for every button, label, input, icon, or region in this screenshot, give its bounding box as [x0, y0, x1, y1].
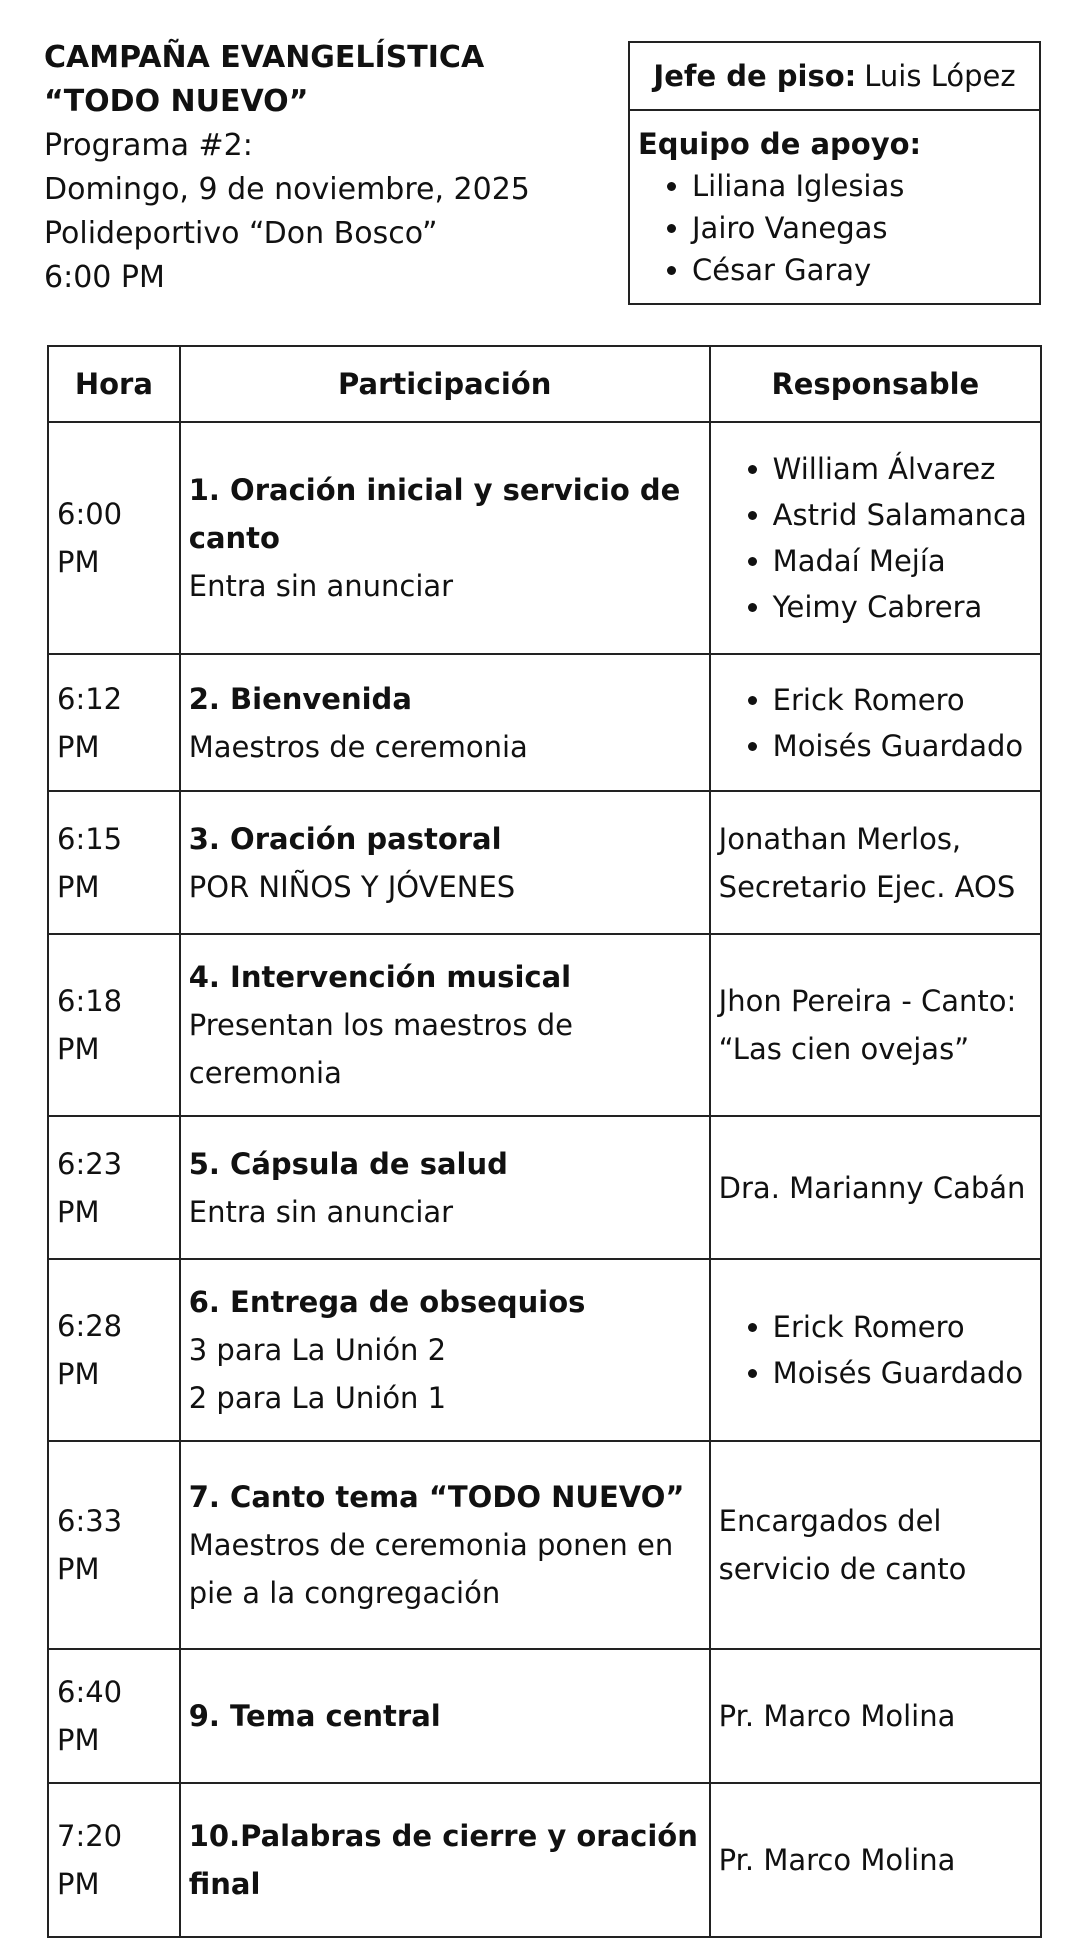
row-activity — [180, 1783, 710, 1937]
floor-manager — [630, 43, 1039, 111]
row-time: 6:23 PM — [48, 1116, 180, 1259]
activity-title: 5. Cápsula de salud — [188, 1146, 508, 1181]
responsible-person: • Moisés Guardado — [773, 723, 1032, 769]
table-row — [48, 791, 1041, 934]
program-header — [44, 36, 604, 300]
row-time: 6:15 PM — [48, 791, 180, 934]
row-activity — [180, 1649, 710, 1783]
row-activity — [180, 1259, 710, 1441]
row-activity — [180, 1116, 710, 1259]
row-responsible — [710, 422, 1041, 654]
activity-title: 3. Oración pastoral — [188, 821, 502, 856]
activity-detail: POR NIÑOS Y JÓVENES — [188, 869, 516, 904]
table-row — [48, 1259, 1041, 1441]
table-row — [48, 1441, 1041, 1649]
activity-detail: Entra sin anunciar — [188, 1194, 454, 1229]
activity-detail: Presentan los maestros de ceremonia — [188, 1008, 573, 1090]
row-time: 7:20 PM — [48, 1783, 180, 1937]
activity-detail: Entra sin anunciar — [188, 569, 454, 603]
support-team-list — [638, 165, 1031, 291]
row-responsible — [710, 654, 1041, 791]
row-responsible: Pr. Marco Molina — [710, 1783, 1041, 1937]
support-team-member: • César Garay — [692, 249, 1031, 291]
row-responsible: Jhon Pereira - Canto: “Las cien ovejas” — [710, 934, 1041, 1116]
row-responsible: Dra. Marianny Cabán — [710, 1116, 1041, 1259]
floor-manager-label: Jefe de piso: — [653, 59, 857, 93]
activity-title: 2. Bienvenida — [188, 681, 412, 716]
responsible-person: • Moisés Guardado — [773, 1350, 1032, 1396]
responsible-list — [719, 446, 1032, 630]
table-row — [48, 422, 1041, 654]
row-responsible: Pr. Marco Molina — [710, 1649, 1041, 1783]
responsible-person: • Madaí Mejía — [773, 538, 1032, 584]
row-activity — [180, 791, 710, 934]
support-box — [628, 41, 1041, 305]
activity-detail: 2 para La Unión 1 — [188, 1381, 447, 1415]
row-time: 6:18 PM — [48, 934, 180, 1116]
campaign-title: CAMPAÑA EVANGELÍSTICA — [44, 40, 485, 75]
program-table-body — [48, 422, 1041, 1937]
responsible-person: • Erick Romero — [773, 1304, 1032, 1350]
table-header-row — [48, 346, 1041, 422]
row-time: 6:00 PM — [48, 422, 180, 654]
campaign-subtitle: “TODO NUEVO” — [44, 84, 309, 119]
support-team-member: • Jairo Vanegas — [692, 207, 1031, 249]
program-date: Domingo, 9 de noviembre, 2025 — [44, 172, 530, 207]
activity-title: 1. Oración inicial y servicio de canto — [188, 473, 681, 555]
table-row — [48, 654, 1041, 791]
row-responsible — [710, 1259, 1041, 1441]
table-row — [48, 1649, 1041, 1783]
responsible-list — [719, 677, 1032, 769]
responsible-person: • Erick Romero — [773, 677, 1032, 723]
row-responsible: Jonathan Merlos, Secretario Ejec. AOS — [710, 791, 1041, 934]
program-venue: Polideportivo “Don Bosco” — [44, 216, 438, 251]
activity-title: 10.Palabras de cierre y oración final — [188, 1819, 698, 1901]
row-activity — [180, 1441, 710, 1649]
row-responsible: Encargados del servicio de canto — [710, 1441, 1041, 1649]
row-time: 6:33 PM — [48, 1441, 180, 1649]
table-row — [48, 1783, 1041, 1937]
row-activity — [180, 934, 710, 1116]
table-row — [48, 1116, 1041, 1259]
column-header-hora: Hora — [48, 346, 180, 422]
row-time: 6:40 PM — [48, 1649, 180, 1783]
responsible-person: • William Álvarez — [773, 446, 1032, 492]
activity-title: 4. Intervención musical — [188, 960, 572, 994]
program-time: 6:00 PM — [44, 260, 165, 295]
activity-title: 9. Tema central — [188, 1699, 441, 1733]
table-row — [48, 934, 1041, 1116]
activity-detail: Maestros de ceremonia ponen en pie a la congregación — [188, 1528, 674, 1610]
row-activity — [180, 654, 710, 791]
column-header-participacion: Participación — [180, 346, 710, 422]
row-time: 6:28 PM — [48, 1259, 180, 1441]
program-table — [47, 345, 1042, 1938]
support-team-member: • Liliana Iglesias — [692, 165, 1031, 207]
activity-detail: Maestros de ceremonia — [188, 729, 528, 764]
floor-manager-name: Luis López — [864, 59, 1016, 93]
responsible-person: • Astrid Salamanca — [773, 492, 1032, 538]
activity-detail: 3 para La Unión 2 — [188, 1333, 447, 1367]
activity-title: 7. Canto tema “TODO NUEVO” — [188, 1480, 685, 1514]
support-team — [630, 111, 1039, 291]
support-team-label: Equipo de apoyo: — [638, 127, 922, 161]
program-number: Programa #2: — [44, 128, 253, 163]
row-time: 6:12 PM — [48, 654, 180, 791]
row-activity — [180, 422, 710, 654]
activity-title: 6. Entrega de obsequios — [188, 1285, 586, 1319]
column-header-responsable: Responsable — [710, 346, 1041, 422]
responsible-person: • Yeimy Cabrera — [773, 584, 1032, 630]
responsible-list — [719, 1304, 1032, 1396]
